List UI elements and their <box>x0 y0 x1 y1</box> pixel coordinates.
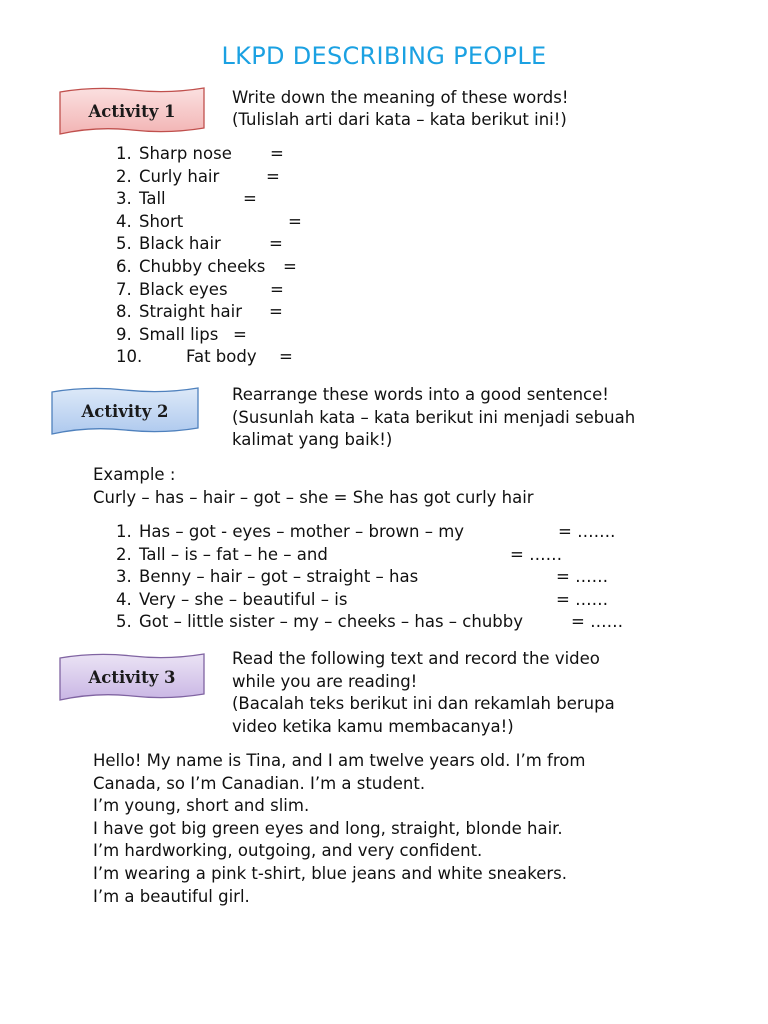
list-item: 3. Tall = <box>116 189 257 209</box>
example-label: Example : <box>93 465 176 484</box>
activity-3-instruction-id-2: video ketika kamu membacanya!) <box>232 717 514 736</box>
activity-1-list <box>116 143 416 369</box>
text-line: I’m hardworking, outgoing, and very confident. <box>93 841 483 861</box>
list-item: 5. Black hair = <box>116 234 283 254</box>
list-item: 10. Fat body = <box>116 347 293 367</box>
page-title: LKPD DESCRIBING PEOPLE <box>221 42 547 70</box>
list-item: 5. Got – little sister – my – cheeks – has – chubby = …… <box>116 612 624 632</box>
activity-2-label: Activity 2 <box>81 401 169 421</box>
list-item: 7. Black eyes = <box>116 279 284 299</box>
activity-2-badge <box>48 384 202 438</box>
activity-1-instruction-id: (Tulislah arti dari kata – kata berikut ini!) <box>232 110 567 129</box>
list-item: 3. Benny – hair – got – straight – has = …… <box>116 567 609 587</box>
activity-1-badge <box>56 84 208 138</box>
list-item: 1. Sharp nose = <box>116 144 284 163</box>
activity-3-label: Activity 3 <box>88 667 176 687</box>
activity-2-list <box>116 521 676 634</box>
list-item: 6. Chubby cheeks = <box>116 256 297 276</box>
activity-3-instruction-2: while you are reading! <box>232 672 418 691</box>
activity-1-instruction: Write down the meaning of these words! <box>232 88 569 107</box>
text-line: I have got big green eyes and long, straight, blonde hair. <box>93 818 563 838</box>
activity-3-badge <box>56 650 208 704</box>
text-line: Canada, so I’m Canadian. I’m a student. <box>93 773 426 793</box>
activity-2-instruction-id-1: (Susunlah kata – kata berikut ini menjadi sebuah <box>232 408 636 427</box>
text-line: Hello! My name is Tina, and I am twelve years old. I’m from <box>93 751 586 770</box>
list-item: 4. Short = <box>116 211 302 231</box>
list-item: 4. Very – she – beautiful – is = …… <box>116 589 609 609</box>
activity-2-instruction-id-2: kalimat yang baik!) <box>232 430 393 449</box>
activity-3-instruction-id-1: (Bacalah teks berikut ini dan rekamlah berupa <box>232 694 615 713</box>
activity-2-instruction: Rearrange these words into a good sentence! <box>232 385 609 404</box>
list-item: 2. Curly hair = <box>116 166 280 186</box>
activity-3-instruction-1: Read the following text and record the video <box>232 649 600 668</box>
activity-1-label: Activity 1 <box>88 101 176 121</box>
list-item: 1. Has – got - eyes – mother – brown – my = ……. <box>116 522 616 541</box>
text-line: I’m wearing a pink t-shirt, blue jeans and white sneakers. <box>93 863 568 883</box>
text-line: I’m a beautiful girl. <box>93 886 250 906</box>
list-item: 2. Tall – is – fat – he – and = …… <box>116 544 563 564</box>
list-item: 9. Small lips = <box>116 324 247 344</box>
example-sentence: Curly – has – hair – got – she = She has got curly hair <box>93 488 534 507</box>
reading-text <box>93 750 713 908</box>
text-line: I’m young, short and slim. <box>93 796 310 816</box>
list-item: 8. Straight hair = <box>116 302 283 322</box>
